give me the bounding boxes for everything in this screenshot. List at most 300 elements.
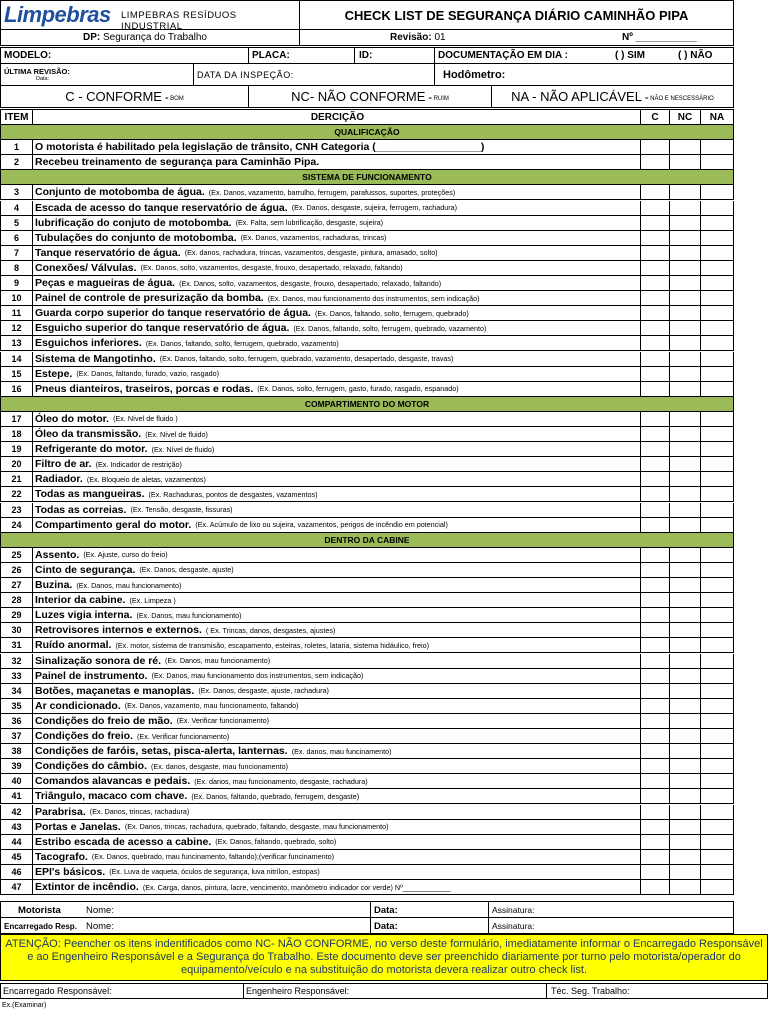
check-nao-conforme[interactable] bbox=[670, 503, 701, 517]
check-nao-conforme[interactable] bbox=[670, 593, 701, 607]
check-nao-conforme[interactable] bbox=[670, 684, 701, 698]
item-number: 34 bbox=[0, 684, 33, 698]
check-conforme[interactable] bbox=[641, 578, 670, 592]
check-nao-conforme[interactable] bbox=[670, 820, 701, 834]
checklist-row bbox=[0, 774, 734, 789]
encarregado-nome[interactable]: Nome: bbox=[86, 920, 114, 932]
check-nao-aplicavel[interactable] bbox=[701, 336, 734, 350]
check-nao-conforme[interactable] bbox=[670, 729, 701, 743]
item-example: (Ex. Danos, faltando, solto, ferrugem, quebrado) bbox=[314, 308, 469, 318]
check-nao-aplicavel[interactable] bbox=[701, 321, 734, 335]
check-conforme[interactable] bbox=[641, 457, 670, 471]
item-title: Óleo da transmissão. bbox=[35, 428, 142, 440]
check-nao-conforme[interactable] bbox=[670, 548, 701, 562]
check-nao-aplicavel[interactable] bbox=[701, 593, 734, 607]
item-number: 18 bbox=[0, 427, 33, 441]
item-number: 9 bbox=[0, 276, 33, 290]
revisao-label: Revisão: bbox=[390, 32, 432, 43]
item-title: Compartimento geral do motor. bbox=[35, 518, 192, 531]
checklist-row bbox=[0, 201, 734, 216]
item-example: (Ex. Ajuste, curso do freio) bbox=[83, 550, 168, 560]
check-nao-aplicavel[interactable] bbox=[701, 216, 734, 230]
item-example: (Ex. Carga, danos, pintura, lacre, vencimento, manômetro indicador cor verde) Nº____________ bbox=[142, 882, 451, 892]
check-nao-conforme[interactable] bbox=[670, 487, 701, 501]
item-description bbox=[33, 427, 641, 441]
check-nao-conforme[interactable] bbox=[670, 140, 701, 154]
checklist-row bbox=[0, 306, 734, 321]
checklist-row bbox=[0, 472, 734, 487]
check-conforme[interactable] bbox=[641, 336, 670, 350]
check-conforme[interactable] bbox=[641, 352, 670, 366]
check-nao-aplicavel[interactable] bbox=[701, 654, 734, 668]
item-example: (Ex. Danos, faltando, solto, ferrugem, quebrado, vazamento) bbox=[293, 323, 487, 333]
check-nao-conforme[interactable] bbox=[670, 216, 701, 230]
check-nao-conforme[interactable] bbox=[670, 759, 701, 773]
check-conforme[interactable] bbox=[641, 774, 670, 788]
check-nao-aplicavel[interactable] bbox=[701, 442, 734, 456]
check-nao-aplicavel[interactable] bbox=[701, 185, 734, 199]
check-nao-aplicavel[interactable] bbox=[701, 714, 734, 728]
data-inspecao-field[interactable]: DATA DA INSPEÇÃO: bbox=[197, 69, 294, 80]
check-nao-aplicavel[interactable] bbox=[701, 382, 734, 396]
checklist-row bbox=[0, 820, 734, 835]
legend-nao-conforme-note: = RUIM bbox=[428, 95, 449, 102]
check-conforme[interactable] bbox=[641, 412, 670, 426]
check-nao-aplicavel[interactable] bbox=[701, 865, 734, 879]
item-description bbox=[33, 880, 641, 894]
item-number: 29 bbox=[0, 608, 33, 622]
sim-checkbox[interactable]: ( ) SIM bbox=[615, 50, 645, 61]
item-description bbox=[33, 201, 641, 215]
item-number: 39 bbox=[0, 759, 33, 773]
check-conforme[interactable] bbox=[641, 261, 670, 275]
item-description bbox=[33, 261, 641, 275]
item-description bbox=[33, 638, 641, 652]
item-description bbox=[33, 578, 641, 592]
check-nao-aplicavel[interactable] bbox=[701, 412, 734, 426]
check-nao-aplicavel[interactable] bbox=[701, 805, 734, 819]
item-title: Extintor de incêndio. bbox=[35, 881, 139, 893]
check-conforme[interactable] bbox=[641, 246, 670, 260]
encarregado-responsavel-field[interactable]: Encarregado Responsável: bbox=[0, 983, 244, 999]
item-description bbox=[33, 246, 641, 260]
check-conforme[interactable] bbox=[641, 820, 670, 834]
check-nao-conforme[interactable] bbox=[670, 442, 701, 456]
motorista-assinatura[interactable]: Assinatura: bbox=[492, 905, 535, 915]
check-nao-conforme[interactable] bbox=[670, 835, 701, 849]
item-title: Assento. bbox=[35, 548, 80, 561]
attention-notice: ATENÇÃO: Peencher os itens indentificados como NC- NÃO CONFORME, no verso deste formulário, imediatamente informar o Encarregado Responsável e ao Engenheiro Responsável e a Segurança do Trabalho. Este documento deve ser preenchido diariamente por turno pelo motorista/operador do equipamento/veículo e na substituição do motorista devera realizar outro check list. bbox=[0, 934, 768, 981]
check-nao-conforme[interactable] bbox=[670, 654, 701, 668]
checklist-row bbox=[0, 231, 734, 246]
item-number: 42 bbox=[0, 805, 33, 819]
motorista-nome[interactable]: Nome: bbox=[86, 904, 114, 916]
check-conforme[interactable] bbox=[641, 835, 670, 849]
item-description bbox=[33, 623, 641, 637]
check-conforme[interactable] bbox=[641, 638, 670, 652]
item-example: (Ex. Nível de fluido) bbox=[145, 429, 208, 439]
check-conforme[interactable] bbox=[641, 714, 670, 728]
check-nao-aplicavel[interactable] bbox=[701, 261, 734, 275]
item-number: 3 bbox=[0, 185, 33, 199]
check-nao-conforme[interactable] bbox=[670, 412, 701, 426]
item-number: 30 bbox=[0, 623, 33, 637]
item-title: Tanque reservatório de água. bbox=[35, 246, 181, 259]
item-number: 8 bbox=[0, 261, 33, 275]
check-nao-conforme[interactable] bbox=[670, 336, 701, 350]
engenheiro-responsavel-field[interactable]: Engenheiro Responsável: bbox=[244, 983, 547, 999]
item-number: 27 bbox=[0, 578, 33, 592]
item-number: 44 bbox=[0, 835, 33, 849]
check-nao-aplicavel[interactable] bbox=[701, 684, 734, 698]
check-conforme[interactable] bbox=[641, 699, 670, 713]
check-nao-conforme[interactable] bbox=[670, 669, 701, 683]
item-description bbox=[33, 729, 641, 743]
checklist-row bbox=[0, 608, 734, 623]
check-conforme[interactable] bbox=[641, 608, 670, 622]
check-conforme[interactable] bbox=[641, 185, 670, 199]
document-number[interactable]: Nº ___________ bbox=[622, 32, 697, 43]
check-nao-aplicavel[interactable] bbox=[701, 578, 734, 592]
check-nao-conforme[interactable] bbox=[670, 352, 701, 366]
check-nao-conforme[interactable] bbox=[670, 608, 701, 622]
dp-value: Segurança do Trabalho bbox=[103, 32, 207, 43]
item-description bbox=[33, 608, 641, 622]
check-conforme[interactable] bbox=[641, 880, 670, 894]
company-logo: Limpebras bbox=[4, 2, 111, 27]
legend-row bbox=[0, 86, 734, 108]
checklist-row bbox=[0, 276, 734, 291]
item-description bbox=[33, 457, 641, 471]
check-nao-aplicavel[interactable] bbox=[701, 201, 734, 215]
check-nao-conforme[interactable] bbox=[670, 201, 701, 215]
check-nao-conforme[interactable] bbox=[670, 472, 701, 486]
check-nao-conforme[interactable] bbox=[670, 638, 701, 652]
item-description bbox=[33, 669, 641, 683]
hodometro-field[interactable]: Hodômetro: bbox=[443, 68, 506, 81]
item-title: Buzina. bbox=[35, 579, 73, 591]
item-number: 28 bbox=[0, 593, 33, 607]
checklist-row bbox=[0, 548, 734, 563]
check-nao-aplicavel[interactable] bbox=[701, 789, 734, 803]
check-nao-conforme[interactable] bbox=[670, 382, 701, 396]
item-title: Triângulo, macaco com chave. bbox=[35, 790, 188, 803]
check-nao-conforme[interactable] bbox=[670, 306, 701, 320]
responsibles-row bbox=[0, 983, 768, 999]
check-nao-conforme[interactable] bbox=[670, 744, 701, 758]
item-description bbox=[33, 216, 641, 230]
check-nao-aplicavel[interactable] bbox=[701, 548, 734, 562]
item-title: Radiador. bbox=[35, 473, 83, 486]
item-description bbox=[33, 865, 641, 879]
item-example: (Ex. Acúmulo de lixo ou sujeira, vazamentos, perigos de incêndio em potencial) bbox=[195, 520, 448, 530]
item-number: 19 bbox=[0, 442, 33, 456]
check-nao-aplicavel[interactable] bbox=[701, 155, 734, 169]
check-nao-conforme[interactable] bbox=[670, 185, 701, 199]
item-example: (Ex. Rachaduras, pontos de desgastes, vazamentos) bbox=[148, 489, 318, 499]
encarregado-data[interactable]: Data: bbox=[370, 918, 489, 934]
item-number: 15 bbox=[0, 367, 33, 381]
legend-nao-aplicavel-note: = NÃO E NESCESSÁRIO bbox=[644, 95, 714, 102]
item-title: Cinto de segurança. bbox=[35, 563, 136, 576]
check-conforme[interactable] bbox=[641, 789, 670, 803]
check-conforme[interactable] bbox=[641, 729, 670, 743]
check-nao-aplicavel[interactable] bbox=[701, 503, 734, 517]
check-nao-aplicavel[interactable] bbox=[701, 759, 734, 773]
check-nao-aplicavel[interactable] bbox=[701, 820, 734, 834]
check-nao-conforme[interactable] bbox=[670, 246, 701, 260]
check-nao-conforme[interactable] bbox=[670, 155, 701, 169]
check-nao-aplicavel[interactable] bbox=[701, 487, 734, 501]
item-number: 47 bbox=[0, 880, 33, 894]
check-nao-conforme[interactable] bbox=[670, 457, 701, 471]
item-example: (Ex. Nível de fluido) bbox=[151, 444, 215, 454]
checklist-row bbox=[0, 623, 734, 638]
item-title: Óleo do motor. bbox=[35, 412, 110, 425]
item-example: (Ex. Danos, solto, vazamentos, desgaste, frouxo, desapertado, relaxado, faltando) bbox=[140, 263, 403, 273]
item-number: 6 bbox=[0, 231, 33, 245]
item-example: (Ex. Luva de vaqueta, óculos de segurança, luva nitrílon, estopas) bbox=[109, 867, 320, 877]
check-nao-conforme[interactable] bbox=[670, 291, 701, 305]
item-description bbox=[33, 185, 641, 199]
motorista-data[interactable]: Data: bbox=[370, 902, 489, 918]
item-number: 26 bbox=[0, 563, 33, 577]
checklist-row bbox=[0, 140, 734, 155]
item-title: Comandos alavancas e pedais. bbox=[35, 775, 191, 788]
item-title: lubrificação do conjuto de motobomba. bbox=[35, 216, 232, 229]
checklist-row bbox=[0, 442, 734, 457]
checklist-row bbox=[0, 367, 734, 382]
item-title: Todas as correias. bbox=[35, 503, 127, 516]
check-nao-aplicavel[interactable] bbox=[701, 457, 734, 471]
check-nao-conforme[interactable] bbox=[670, 714, 701, 728]
check-conforme[interactable] bbox=[641, 306, 670, 320]
check-nao-aplicavel[interactable] bbox=[701, 880, 734, 894]
check-conforme[interactable] bbox=[641, 382, 670, 396]
check-nao-aplicavel[interactable] bbox=[701, 140, 734, 154]
item-description bbox=[33, 367, 641, 381]
check-conforme[interactable] bbox=[641, 623, 670, 637]
legend-conforme: C - CONFORME bbox=[65, 89, 162, 104]
check-conforme[interactable] bbox=[641, 140, 670, 154]
ultima-revisao-data[interactable]: Data: bbox=[36, 76, 50, 82]
check-nao-aplicavel[interactable] bbox=[701, 231, 734, 245]
check-nao-aplicavel[interactable] bbox=[701, 306, 734, 320]
id-field[interactable]: ID: bbox=[359, 50, 373, 61]
check-conforme[interactable] bbox=[641, 367, 670, 381]
checklist-row bbox=[0, 699, 734, 714]
item-number: 10 bbox=[0, 291, 33, 305]
check-conforme[interactable] bbox=[641, 654, 670, 668]
item-description bbox=[33, 518, 641, 532]
item-description bbox=[33, 291, 641, 305]
check-conforme[interactable] bbox=[641, 850, 670, 864]
checklist-row bbox=[0, 744, 734, 759]
check-nao-aplicavel[interactable] bbox=[701, 744, 734, 758]
item-title: Condições do freio de mão. bbox=[35, 714, 173, 727]
item-example: (Ex. Danos, desgaste, ajuste) bbox=[139, 565, 234, 575]
checklist-row bbox=[0, 487, 734, 502]
item-number: 1 bbox=[0, 140, 33, 154]
check-nao-conforme[interactable] bbox=[670, 699, 701, 713]
modelo-field[interactable]: MODELO: bbox=[4, 50, 52, 61]
check-nao-conforme[interactable] bbox=[670, 880, 701, 894]
nao-checkbox[interactable]: ( ) NÃO bbox=[678, 50, 713, 61]
item-example: (Ex. Danos, desgaste, ajuste, rachadura) bbox=[198, 686, 329, 696]
item-title: Tacografo. bbox=[35, 850, 88, 863]
check-nao-conforme[interactable] bbox=[670, 563, 701, 577]
check-nao-aplicavel[interactable] bbox=[701, 623, 734, 637]
checklist-row bbox=[0, 729, 734, 744]
section-header: DENTRO DA CABINE bbox=[0, 533, 734, 548]
check-conforme[interactable] bbox=[641, 684, 670, 698]
check-conforme[interactable] bbox=[641, 216, 670, 230]
check-conforme[interactable] bbox=[641, 201, 670, 215]
check-conforme[interactable] bbox=[641, 231, 670, 245]
check-nao-aplicavel[interactable] bbox=[701, 699, 734, 713]
item-number: 45 bbox=[0, 850, 33, 864]
check-conforme[interactable] bbox=[641, 563, 670, 577]
item-description bbox=[33, 744, 641, 758]
check-conforme[interactable] bbox=[641, 548, 670, 562]
item-example: (Ex. Danos, mau funcionamento dos instrumentos, sem indicação) bbox=[151, 671, 364, 681]
logo-area bbox=[0, 0, 300, 30]
check-nao-aplicavel[interactable] bbox=[701, 638, 734, 652]
checklist-row bbox=[0, 669, 734, 684]
check-conforme[interactable] bbox=[641, 472, 670, 486]
item-number: 35 bbox=[0, 699, 33, 713]
check-conforme[interactable] bbox=[641, 669, 670, 683]
item-number: 43 bbox=[0, 820, 33, 834]
check-nao-aplicavel[interactable] bbox=[701, 774, 734, 788]
check-nao-aplicavel[interactable] bbox=[701, 276, 734, 290]
check-conforme[interactable] bbox=[641, 744, 670, 758]
check-nao-conforme[interactable] bbox=[670, 865, 701, 879]
item-example: (Ex. Danos, quebrado, mau funcinamento, faltando);(verificar funcinamento) bbox=[91, 852, 335, 862]
checklist-row bbox=[0, 427, 734, 442]
check-nao-aplicavel[interactable] bbox=[701, 518, 734, 532]
item-number: 40 bbox=[0, 774, 33, 788]
checklist-row bbox=[0, 352, 734, 367]
placa-field[interactable]: PLACA: bbox=[252, 50, 290, 61]
item-description bbox=[33, 820, 641, 834]
item-example: (Ex. Verificar funcionamento) bbox=[137, 731, 230, 741]
checklist-row bbox=[0, 865, 734, 880]
check-conforme[interactable] bbox=[641, 518, 670, 532]
check-nao-aplicavel[interactable] bbox=[701, 835, 734, 849]
check-nao-conforme[interactable] bbox=[670, 805, 701, 819]
dp-row bbox=[0, 30, 734, 46]
check-nao-conforme[interactable] bbox=[670, 850, 701, 864]
checklist-row bbox=[0, 638, 734, 653]
check-nao-aplicavel[interactable] bbox=[701, 563, 734, 577]
item-description bbox=[33, 487, 641, 501]
item-description bbox=[33, 276, 641, 290]
item-description bbox=[33, 352, 641, 366]
item-number: 14 bbox=[0, 352, 33, 366]
check-nao-conforme[interactable] bbox=[670, 276, 701, 290]
check-conforme[interactable] bbox=[641, 865, 670, 879]
item-title: Portas e Janelas. bbox=[35, 820, 121, 833]
check-nao-conforme[interactable] bbox=[670, 774, 701, 788]
check-nao-aplicavel[interactable] bbox=[701, 608, 734, 622]
item-number: 13 bbox=[0, 336, 33, 350]
item-title: Sistema de Mangotinho. bbox=[35, 352, 156, 365]
signature-block bbox=[0, 901, 734, 934]
check-nao-aplicavel[interactable] bbox=[701, 352, 734, 366]
check-nao-aplicavel[interactable] bbox=[701, 850, 734, 864]
item-number: 7 bbox=[0, 246, 33, 260]
item-title: Painel de controle de presurização da bomba. bbox=[35, 292, 264, 305]
check-nao-conforme[interactable] bbox=[670, 367, 701, 381]
check-conforme[interactable] bbox=[641, 321, 670, 335]
check-conforme[interactable] bbox=[641, 291, 670, 305]
check-conforme[interactable] bbox=[641, 759, 670, 773]
check-nao-aplicavel[interactable] bbox=[701, 472, 734, 486]
check-nao-aplicavel[interactable] bbox=[701, 291, 734, 305]
check-nao-conforme[interactable] bbox=[670, 261, 701, 275]
item-title: Conjunto de motobomba de água. bbox=[35, 186, 205, 199]
item-description bbox=[33, 336, 641, 350]
item-description bbox=[33, 774, 641, 788]
item-example: (Ex. Danos, faltando, solto, ferrugem, quebrado, vazamento, desapertado, desgaste, travas) bbox=[159, 354, 454, 363]
check-conforme[interactable] bbox=[641, 442, 670, 456]
company-name: LIMPEBRAS RESÍDUOS INDUSTRIAL bbox=[121, 10, 237, 32]
check-conforme[interactable] bbox=[641, 155, 670, 169]
checklist-row bbox=[0, 246, 734, 261]
check-nao-conforme[interactable] bbox=[670, 518, 701, 532]
item-number: 32 bbox=[0, 654, 33, 668]
checklist-row bbox=[0, 835, 734, 850]
item-number: 11 bbox=[0, 306, 33, 320]
check-nao-aplicavel[interactable] bbox=[701, 729, 734, 743]
checklist-row bbox=[0, 412, 734, 427]
check-nao-aplicavel[interactable] bbox=[701, 367, 734, 381]
tecnico-seguranca-field[interactable]: Téc. Seg. Trabalho: bbox=[547, 983, 768, 999]
revisao-value: 01 bbox=[434, 32, 446, 43]
table-header bbox=[0, 109, 734, 125]
item-title: Ruído anormal. bbox=[35, 639, 112, 652]
item-description bbox=[33, 714, 641, 728]
legend-nao-conforme: NC- NÃO CONFORME bbox=[291, 89, 426, 104]
check-conforme[interactable] bbox=[641, 427, 670, 441]
check-conforme[interactable] bbox=[641, 503, 670, 517]
encarregado-assinatura[interactable]: Assinatura: bbox=[492, 921, 535, 931]
item-description bbox=[33, 548, 641, 562]
check-conforme[interactable] bbox=[641, 805, 670, 819]
check-nao-conforme[interactable] bbox=[670, 789, 701, 803]
check-nao-conforme[interactable] bbox=[670, 578, 701, 592]
check-nao-aplicavel[interactable] bbox=[701, 427, 734, 441]
check-nao-aplicavel[interactable] bbox=[701, 669, 734, 683]
check-conforme[interactable] bbox=[641, 487, 670, 501]
check-nao-conforme[interactable] bbox=[670, 623, 701, 637]
item-title: Ar condicionado. bbox=[35, 699, 121, 712]
check-nao-conforme[interactable] bbox=[670, 321, 701, 335]
check-nao-conforme[interactable] bbox=[670, 231, 701, 245]
check-nao-conforme[interactable] bbox=[670, 427, 701, 441]
item-description bbox=[33, 684, 641, 698]
header-nc: NC bbox=[670, 110, 701, 124]
item-example: (Ex. Danos, mau funcionamento) bbox=[165, 656, 271, 665]
item-number: 4 bbox=[0, 201, 33, 215]
check-nao-aplicavel[interactable] bbox=[701, 246, 734, 260]
item-title: Refrigerante do motor. bbox=[35, 443, 148, 456]
legend-nao-aplicavel: NA - NÃO APLICÁVEL bbox=[511, 89, 642, 104]
check-conforme[interactable] bbox=[641, 593, 670, 607]
item-example: (Ex. Danos, faltando, quebrado, ferrugem, desgaste) bbox=[191, 791, 360, 801]
check-conforme[interactable] bbox=[641, 276, 670, 290]
